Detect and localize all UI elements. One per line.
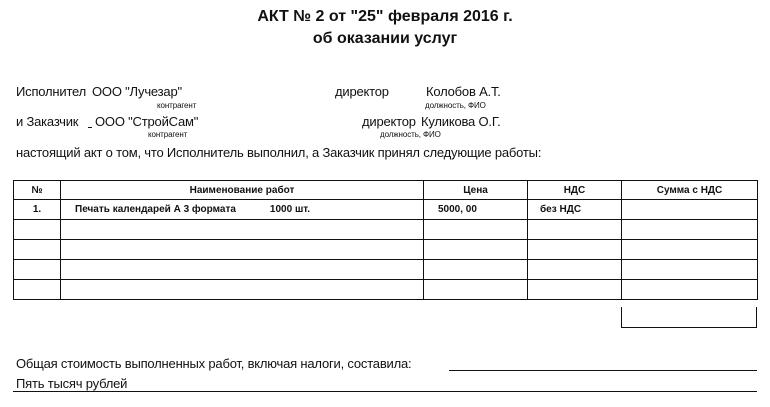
row-price: 5000, 00: [424, 200, 528, 220]
total-cost-line: [449, 370, 757, 371]
row-name: [61, 240, 424, 260]
table-row: [14, 200, 758, 220]
executor-person-caption: должность, ФИО: [425, 101, 486, 110]
table-row: [14, 280, 758, 300]
column-header-vat: НДС: [528, 181, 622, 200]
row-name: Печать календарей А 3 формата: [75, 204, 236, 215]
row-price: [424, 240, 528, 260]
column-header-number: №: [14, 181, 61, 200]
column-header-name: Наименование работ: [61, 181, 424, 200]
executor-name-caption: контрагент: [157, 101, 197, 110]
executor-label: Исполнител: [16, 84, 87, 99]
table-row: [14, 220, 758, 240]
act-statement: настоящий акт о том, что Исполнитель выполнил, а Заказчик принял следующие работы:: [16, 145, 542, 160]
document-title: АКТ № 2 от "25" февраля 2016 г.: [257, 8, 513, 25]
row-name: [61, 220, 424, 240]
amount-in-words-line: [13, 391, 757, 392]
row-vat: [528, 260, 622, 280]
row-total: [622, 260, 758, 280]
row-number: [14, 260, 61, 280]
executor-position: директор: [335, 84, 389, 99]
customer-name: ООО "СтройСам": [95, 114, 199, 129]
customer-name-caption: контрагент: [148, 130, 188, 139]
row-quantity: 1000 шт.: [269, 204, 311, 215]
row-number: [14, 280, 61, 300]
document-subtitle: об оказании услуг: [312, 30, 458, 47]
row-price: [424, 280, 528, 300]
row-number: [14, 240, 61, 260]
row-vat: [528, 280, 622, 300]
column-header-price: Цена: [424, 181, 528, 200]
executor-name: ООО "Лучезар": [92, 84, 182, 99]
total-cost-label: Общая стоимость выполненных работ, включая налоги, составила:: [16, 356, 412, 371]
row-name-cell: [61, 200, 424, 220]
table-row: [14, 260, 758, 280]
row-total: [622, 200, 758, 220]
executor-person: Колобов А.Т.: [426, 84, 501, 99]
customer-position: директор: [362, 114, 416, 129]
customer-person: Куликова О.Г.: [421, 114, 501, 129]
grand-total-cell: [621, 307, 757, 328]
row-name: [61, 260, 424, 280]
row-name: [61, 280, 424, 300]
customer-underline: [88, 127, 92, 128]
row-total: [622, 240, 758, 260]
row-vat: [528, 220, 622, 240]
row-number: [14, 220, 61, 240]
row-price: [424, 260, 528, 280]
amount-in-words: Пять тысяч рублей: [16, 376, 128, 391]
row-vat: без НДС: [528, 200, 622, 220]
row-total: [622, 280, 758, 300]
customer-label: и Заказчик: [16, 114, 79, 129]
table-header-row: [14, 181, 758, 200]
table-row: [14, 240, 758, 260]
row-number: 1.: [14, 200, 61, 220]
row-vat: [528, 240, 622, 260]
customer-person-caption: должность, ФИО: [380, 130, 441, 139]
row-price: [424, 220, 528, 240]
column-header-total: Сумма с НДС: [622, 181, 758, 200]
row-total: [622, 220, 758, 240]
works-table: [13, 180, 758, 300]
